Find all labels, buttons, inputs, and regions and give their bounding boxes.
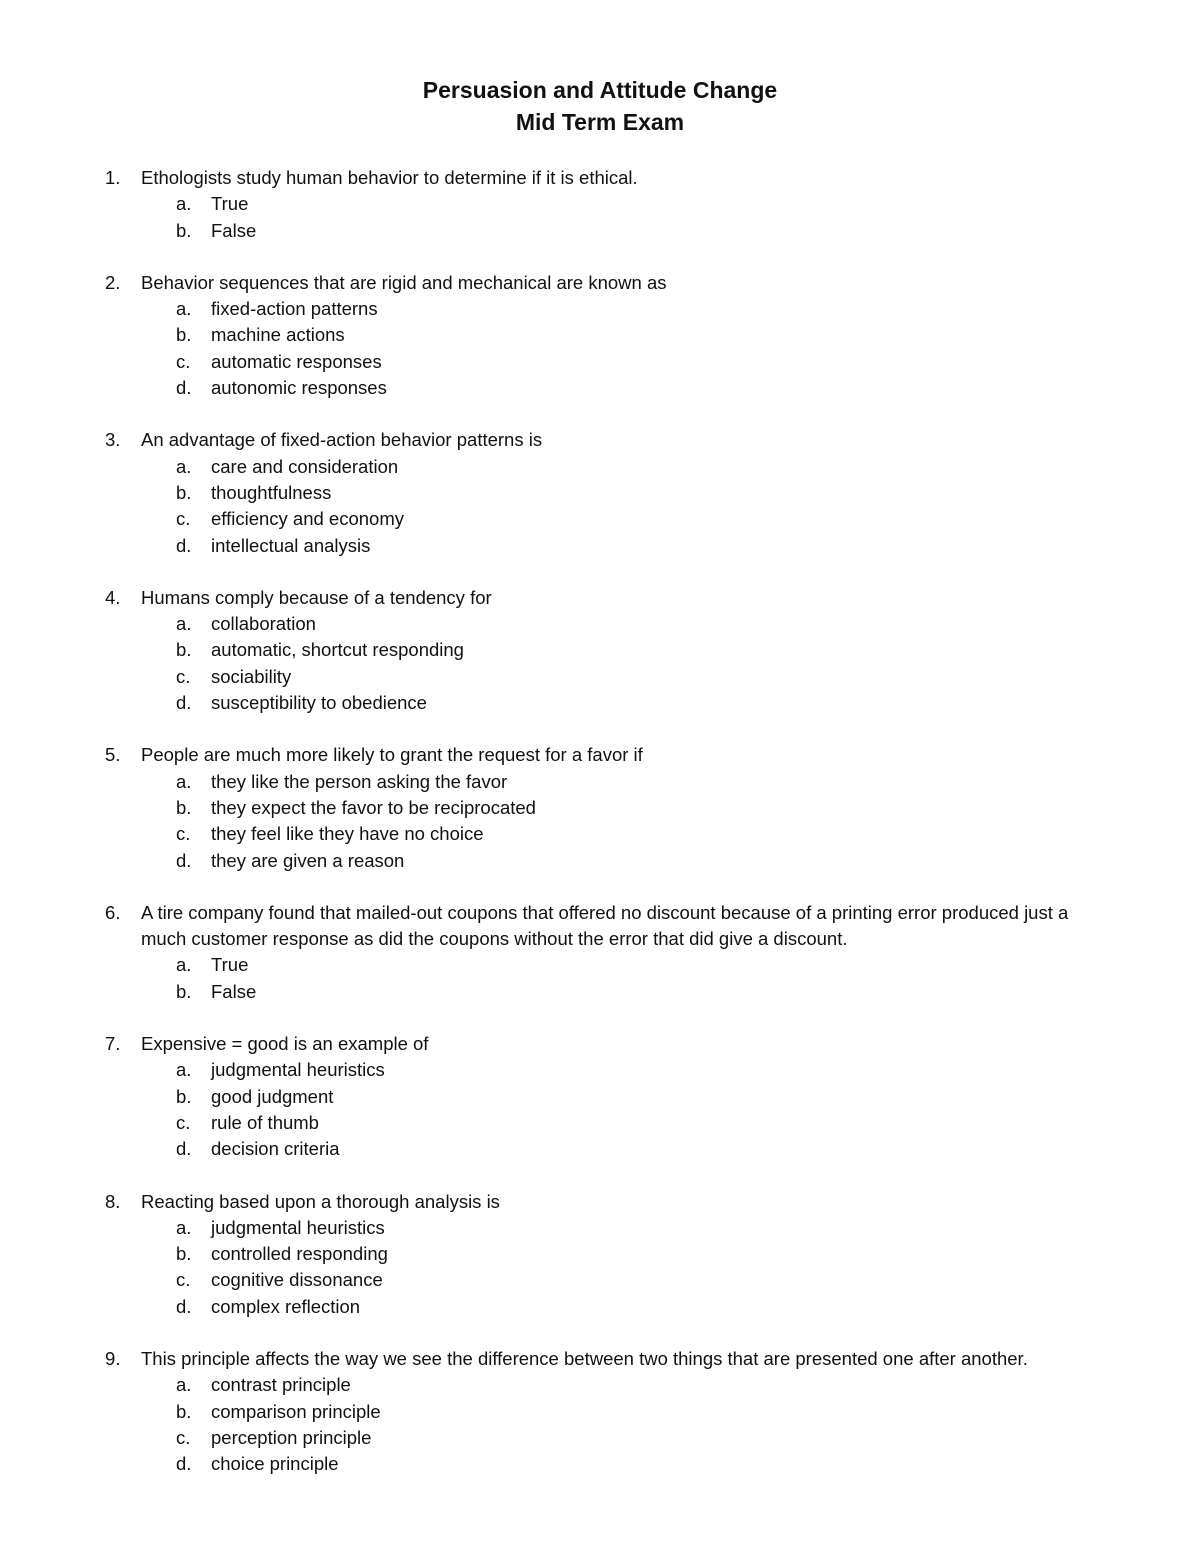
- question-text: Expensive = good is an example of: [141, 1033, 429, 1055]
- option-text: complex reflection: [211, 1295, 361, 1317]
- question-text: This principle affects the way we see the difference between two things that are presented one after another.: [141, 1347, 1028, 1369]
- question-number: 8.: [105, 1190, 121, 1212]
- answer-option: [0, 1425, 1200, 1451]
- option-text: decision criteria: [211, 1138, 340, 1160]
- option-text: good judgment: [211, 1085, 334, 1107]
- question-item: [0, 1031, 1200, 1162]
- answer-option: [0, 1241, 1200, 1267]
- question-number: 6.: [105, 901, 121, 923]
- option-letter: d.: [176, 1453, 192, 1475]
- option-text: thoughtfulness: [211, 481, 332, 503]
- option-letter: a.: [176, 1374, 192, 1396]
- question-item: [0, 1189, 1200, 1320]
- option-letter: c.: [176, 1269, 191, 1291]
- question-text: Reacting based upon a thorough analysis is: [141, 1190, 500, 1212]
- question-item: [0, 585, 1200, 716]
- question-text: An advantage of fixed-action behavior patterns is: [141, 429, 543, 451]
- question-text: Ethologists study human behavior to determine if it is ethical.: [141, 167, 638, 188]
- option-text: controlled responding: [211, 1243, 388, 1265]
- option-text: they expect the favor to be reciprocated: [211, 796, 536, 818]
- answer-option: [0, 1136, 1200, 1162]
- option-letter: c.: [176, 350, 191, 372]
- option-text: sociability: [211, 665, 292, 687]
- answer-option: [0, 690, 1200, 716]
- answer-option: [0, 1057, 1200, 1083]
- answer-option: [0, 218, 1200, 244]
- question-text: Behavior sequences that are rigid and mechanical are known as: [141, 271, 667, 293]
- option-letter: b.: [176, 324, 192, 346]
- answer-option: [0, 611, 1200, 637]
- answer-option: [0, 454, 1200, 480]
- option-text: cognitive dissonance: [211, 1269, 383, 1291]
- option-letter: a.: [176, 1059, 192, 1081]
- question-list: [0, 165, 1200, 1503]
- question-number: 2.: [105, 271, 121, 293]
- option-text: they are given a reason: [211, 849, 405, 871]
- option-letter: c.: [176, 665, 191, 687]
- answer-option: [0, 191, 1200, 217]
- option-letter: a.: [176, 613, 192, 635]
- option-text: they like the person asking the favor: [211, 770, 508, 792]
- option-letter: a.: [176, 298, 192, 320]
- answer-option: [0, 821, 1200, 847]
- option-text: True: [211, 954, 249, 976]
- option-text: they feel like they have no choice: [211, 823, 484, 845]
- option-letter: a.: [176, 954, 192, 976]
- option-text: comparison principle: [211, 1400, 381, 1422]
- question-item: [0, 1346, 1200, 1477]
- option-text: collaboration: [211, 613, 316, 635]
- answer-option: [0, 795, 1200, 821]
- option-text: False: [211, 980, 257, 1002]
- option-letter: b.: [176, 1400, 192, 1422]
- question-item: [0, 270, 1200, 401]
- option-text: machine actions: [211, 324, 345, 346]
- question-number: 4.: [105, 586, 121, 608]
- option-text: susceptibility to obedience: [211, 692, 427, 714]
- option-letter: a.: [176, 193, 192, 215]
- option-text: contrast principle: [211, 1374, 351, 1396]
- answer-option: [0, 533, 1200, 559]
- question-text: People are much more likely to grant the request for a favor if: [141, 744, 643, 766]
- question-row: [0, 165, 1200, 191]
- option-letter: b.: [176, 219, 192, 241]
- option-text: care and consideration: [211, 455, 399, 477]
- answer-option: [0, 848, 1200, 874]
- answer-option: [0, 1267, 1200, 1293]
- option-text: True: [211, 193, 249, 215]
- option-letter: b.: [176, 639, 192, 661]
- answer-option: [0, 322, 1200, 348]
- option-text: autonomic responses: [211, 377, 387, 399]
- question-row: [0, 1189, 1200, 1215]
- option-letter: c.: [176, 823, 191, 845]
- option-letter: d.: [176, 534, 192, 556]
- question-text: Humans comply because of a tendency for: [141, 586, 492, 608]
- question-number: 1.: [105, 167, 121, 188]
- answer-option: [0, 1084, 1200, 1110]
- option-letter: b.: [176, 1243, 192, 1265]
- question-row: [0, 585, 1200, 611]
- answer-option: [0, 506, 1200, 532]
- answer-option: [0, 979, 1200, 1005]
- question-item: [0, 742, 1200, 873]
- answer-option: [0, 1215, 1200, 1241]
- option-text: intellectual analysis: [211, 534, 371, 556]
- title-block: [0, 74, 1200, 138]
- option-text: rule of thumb: [211, 1111, 319, 1133]
- answer-option: [0, 769, 1200, 795]
- option-letter: b.: [176, 1085, 192, 1107]
- question-item: [0, 900, 1200, 1005]
- option-letter: a.: [176, 1216, 192, 1238]
- question-row: [0, 1031, 1200, 1057]
- option-text: efficiency and economy: [211, 508, 404, 530]
- option-text: fixed-action patterns: [211, 298, 378, 320]
- document-subtitle: Mid Term Exam: [515, 109, 685, 135]
- option-letter: b.: [176, 481, 192, 503]
- option-letter: d.: [176, 1295, 192, 1317]
- option-letter: d.: [176, 377, 192, 399]
- option-letter: a.: [176, 455, 192, 477]
- answer-option: [0, 637, 1200, 663]
- answer-option: [0, 375, 1200, 401]
- answer-option: [0, 952, 1200, 978]
- question-row: [0, 742, 1200, 768]
- question-number: 9.: [105, 1347, 121, 1369]
- answer-option: [0, 664, 1200, 690]
- answer-option: [0, 1110, 1200, 1136]
- option-letter: d.: [176, 1138, 192, 1160]
- answer-option: [0, 480, 1200, 506]
- question-text: A tire company found that mailed-out coupons that offered no discount because of a printing error produced just a much customer response as did the coupons without the error that did give a discount.: [141, 901, 1069, 950]
- answer-option: [0, 1399, 1200, 1425]
- question-row: [0, 900, 1200, 953]
- option-text: False: [211, 219, 257, 241]
- question-number: 3.: [105, 429, 121, 451]
- question-row: [0, 1346, 1200, 1372]
- option-letter: b.: [176, 980, 192, 1002]
- option-letter: c.: [176, 1111, 191, 1133]
- option-letter: c.: [176, 508, 191, 530]
- option-letter: b.: [176, 796, 192, 818]
- document-title: Persuasion and Attitude Change: [422, 77, 778, 103]
- option-text: perception principle: [211, 1426, 372, 1448]
- option-letter: a.: [176, 770, 192, 792]
- option-text: judgmental heuristics: [211, 1059, 385, 1081]
- answer-option: [0, 296, 1200, 322]
- answer-option: [0, 1372, 1200, 1398]
- question-item: [0, 427, 1200, 558]
- question-number: 7.: [105, 1033, 121, 1055]
- answer-option: [0, 1294, 1200, 1320]
- question-item: [0, 165, 1200, 244]
- option-text: automatic responses: [211, 350, 382, 372]
- option-text: choice principle: [211, 1453, 339, 1475]
- answer-option: [0, 349, 1200, 375]
- question-row: [0, 270, 1200, 296]
- answer-option: [0, 1451, 1200, 1477]
- option-text: judgmental heuristics: [211, 1216, 385, 1238]
- option-text: automatic, shortcut responding: [211, 639, 464, 661]
- option-letter: c.: [176, 1426, 191, 1448]
- option-letter: d.: [176, 849, 192, 871]
- question-row: [0, 427, 1200, 453]
- option-letter: d.: [176, 692, 192, 714]
- question-number: 5.: [105, 744, 121, 766]
